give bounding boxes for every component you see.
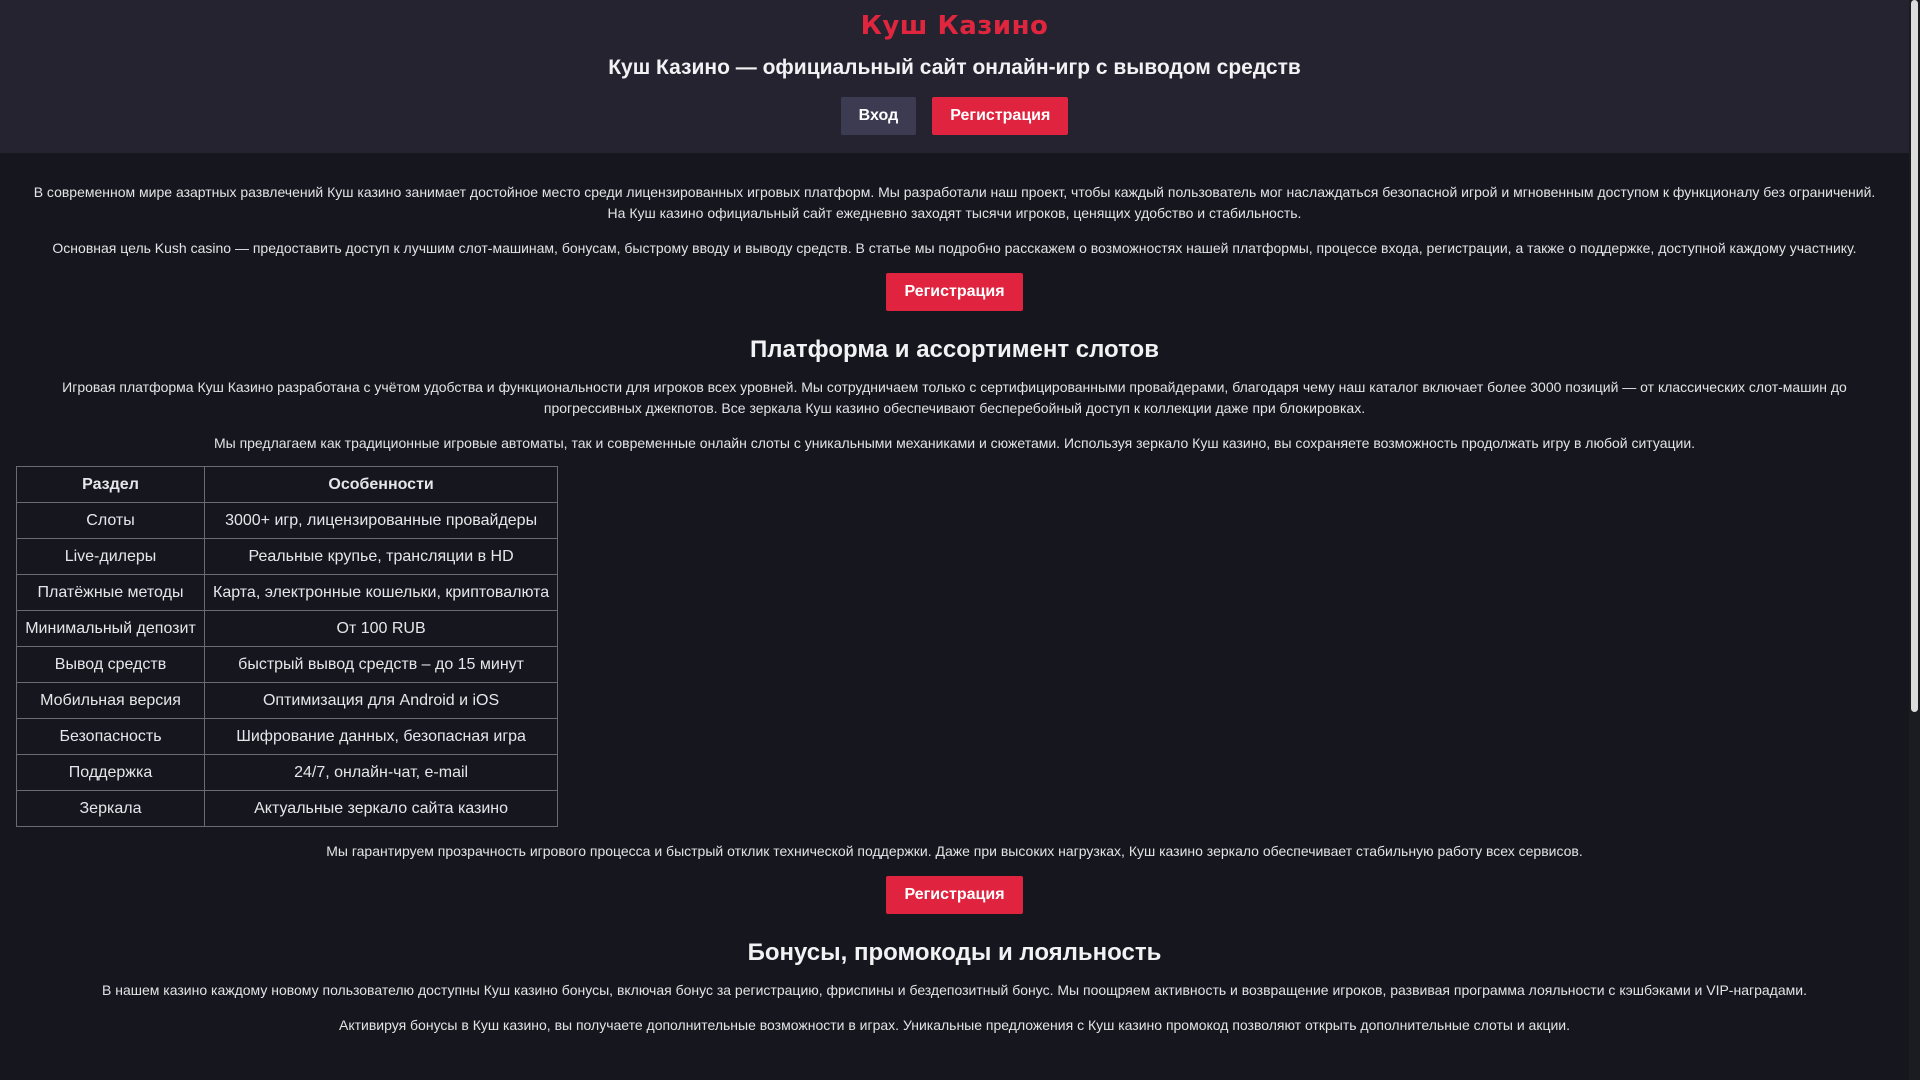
table-cell-feature: Актуальные зеркало сайта казино [205,791,558,827]
features-table [16,466,558,827]
table-row [17,755,558,791]
table-cell-section: Вывод средств [17,647,205,683]
table-row [17,611,558,647]
table-row [17,575,558,611]
page-title: Куш Казино — официальный сайт онлайн-игр с выводом средств [608,56,1301,79]
register-cta-button-1[interactable]: Регистрация [886,273,1022,311]
site-logo[interactable]: Куш Казино [860,11,1049,41]
table-cell-section: Мобильная версия [17,683,205,719]
site-header [0,0,1909,153]
platform-paragraph-3: Мы гарантируем прозрачность игрового процесса и быстрый отклик технической поддержки. Даже при высоких нагрузках, Куш казино зеркало обеспечивает стабильную работу всех сервисов. [326,843,1583,859]
table-cell-section: Зеркала [17,791,205,827]
table-cell-section: Платёжные методы [17,575,205,611]
table-cell-feature: 3000+ игр, лицензированные провайдеры [205,503,558,539]
table-cell-feature: быстрый вывод средств – до 15 минут [205,647,558,683]
table-cell-feature: Оптимизация для Android и iOS [205,683,558,719]
bonuses-paragraph-1: В нашем казино каждому новому пользователю доступны Куш казино бонусы, включая бонус за регистрацию, фриспины и бездепозитный бонус. Мы поощряем активность и возвращение игроков, развивая программа лояльности с кэшбэками и VIP-наградами. [102,982,1807,998]
intro-paragraph-2: Основная цель Kush casino — предоставить доступ к лучшим слот-машинам, бонусам, быстрому вводу и выводу средств. В статье мы подробно расскажем о возможностях нашей платформы, процессе входа, регистрации, а также о поддержке, доступной каждому участнику. [52,240,1857,256]
table-row [17,503,558,539]
table-cell-feature: Карта, электронные кошельки, криптовалюта [205,575,558,611]
header-buttons [0,97,1909,135]
table-row [17,647,558,683]
scrollbar-thumb[interactable] [1911,0,1918,712]
table-row [17,791,558,827]
bonuses-heading: Бонусы, промокоды и лояльность [747,939,1162,966]
table-header-cell: Особенности [205,467,558,503]
register-cta-button-2[interactable]: Регистрация [886,876,1022,914]
table-cell-feature: От 100 RUB [205,611,558,647]
table-header-cell: Раздел [17,467,205,503]
intro-paragraph-1 [16,182,1893,224]
table-cell-section: Слоты [17,503,205,539]
table-row [17,683,558,719]
table-cell-feature: Реальные крупье, трансляции в HD [205,539,558,575]
vertical-scrollbar[interactable] [1909,0,1920,1080]
platform-heading: Платформа и ассортимент слотов [750,336,1159,363]
table-cell-section: Live-дилеры [17,539,205,575]
login-button[interactable]: Вход [841,97,917,135]
table-row [17,539,558,575]
platform-paragraph-2: Мы предлагаем как традиционные игровые автоматы, так и современные онлайн слоты с уникальными механиками и сюжетами. Используя зеркало Куш казино, вы сохраняете возможность продолжать игру в любой ситуации. [213,435,1696,451]
table-header-row [17,467,558,503]
table-row [17,719,558,755]
intro-paragraph-1-line-2: На Куш казино официальный сайт ежедневно заходят тысячи игроков, ценящих удобство и стабильность. [607,205,1302,221]
intro-paragraph-1-line-1: В современном мире азартных развлечений Куш казино занимает достойное место среди лицензированных игровых платформ. Мы разработали наш проект, чтобы каждый пользователь мог наслаждаться безопасной игрой и мгновенным доступом к функционалу без ограничений. [33,184,1876,200]
register-button[interactable]: Регистрация [932,97,1068,135]
table-cell-section: Минимальный депозит [17,611,205,647]
platform-paragraph-1 [16,377,1893,419]
table-cell-feature: 24/7, онлайн-чат, e-mail [205,755,558,791]
platform-paragraph-1-line-1: Игровая платформа Куш Казино разработана с учётом удобства и функциональности для игроков всех уровней. Мы сотрудничаем только с сертифицированными провайдерами, благодаря чему наш каталог включает более 3000 позиций — от классических слот-машин до [62,379,1847,395]
main-content [0,153,1909,1036]
platform-paragraph-1-line-2: прогрессивных джекпотов. Все зеркала Куш казино обеспечивают бесперебойный доступ к коллекции даже при блокировках. [543,400,1366,416]
table-cell-feature: Шифрование данных, безопасная игра [205,719,558,755]
table-cell-section: Поддержка [17,755,205,791]
bonuses-paragraph-2: Активируя бонусы в Куш казино, вы получаете дополнительные возможности в играх. Уникальные предложения с Куш казино промокод позволяют открыть дополнительные слоты и акции. [338,1017,1570,1033]
table-cell-section: Безопасность [17,719,205,755]
